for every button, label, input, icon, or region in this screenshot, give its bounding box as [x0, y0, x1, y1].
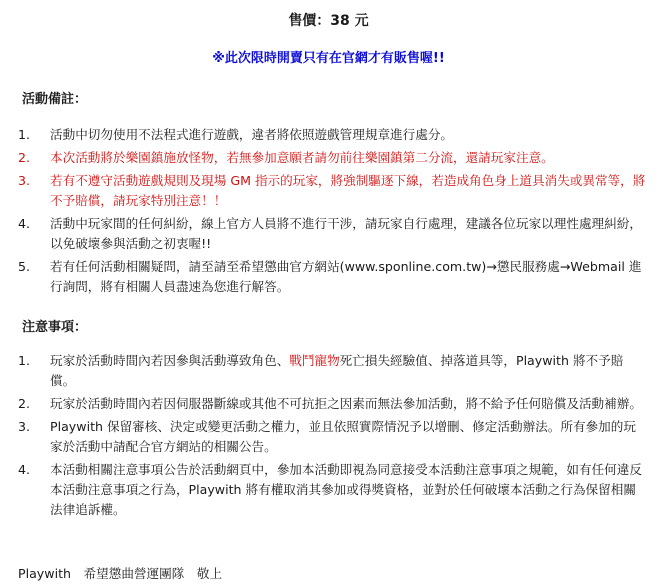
- item-text: Playwith 保留審核、決定或變更活動之權力，並且依照實際情況予以增刪、修定活動辦法。所有參加的玩家於活動中請配合官方網站的相關公告。: [50, 419, 636, 454]
- section-title-event-notes: 活動備註：: [22, 92, 88, 107]
- list-item: [18, 394, 648, 414]
- item-number: 2.: [18, 150, 31, 165]
- list-item: [18, 351, 648, 391]
- list-item: [18, 214, 648, 254]
- precautions-list: [18, 351, 648, 523]
- item-text-highlight: 戰鬥寵物: [289, 353, 340, 368]
- item-number: 4.: [18, 462, 31, 477]
- item-text: 活動中切勿使用不法程式進行遊戲，違者將依照遊戲管理規章進行處分。: [50, 127, 453, 142]
- list-item: [18, 417, 648, 457]
- item-text-pre: 玩家於活動時間內若因參與活動導致角色、: [50, 353, 290, 368]
- list-item: [18, 125, 648, 145]
- list-item: [18, 460, 648, 520]
- event-notes-list: [18, 125, 648, 300]
- item-text: 玩家於活動時間內若因伺服器斷線或其他不可抗拒之因素而無法參加活動，將不給予任何賠償及活動補辦。: [50, 396, 642, 411]
- online-only-notice: ※此次限時開賣只有在官網才有販售喔!!: [212, 51, 445, 66]
- list-item: [18, 148, 648, 168]
- item-text: 本次活動將於樂園鎮施放怪物，若無參加意願者請勿前往樂園鎮第二分流，還請玩家注意。: [50, 150, 554, 165]
- item-text: 活動中玩家間的任何糾紛，線上官方人員將不進行干涉，請玩家自行處理，建議各位玩家以理性處理糾紛，以免破壞參與活動之初衷喔!!: [50, 216, 642, 251]
- list-item: [18, 257, 648, 297]
- item-number: 2.: [18, 396, 31, 411]
- item-number: 4.: [18, 216, 31, 231]
- item-text: 若有任何活動相關疑問，請至請至希望懲曲官方網站(www.sponline.com.tw)→懲民服務處→Webmail 進行詢問，將有相關人員盡速為您進行解答。: [50, 259, 642, 294]
- item-text: 本活動相關注意事項公告於活動網頁中，參加本活動即視為同意接受本活動注意事項之規範，如有任何違反本活動注意事項之行為，Playwith 將有權取消其參加或得獎資格，並對於任何破壞本活動之行為保留相關法律追訴權。: [50, 462, 642, 517]
- signature: Playwith 希望懲曲營運團隊 敬上: [18, 566, 223, 581]
- item-number: 1.: [18, 127, 31, 142]
- item-number: 5.: [18, 259, 31, 274]
- item-text-post: 死亡損失經驗值、掉落道具等，Playwith 將不予賠償。: [50, 353, 624, 388]
- list-item: [18, 171, 648, 211]
- item-number: 3.: [18, 419, 31, 434]
- item-number: 1.: [18, 353, 31, 368]
- section-title-precautions: 注意事項：: [22, 320, 88, 335]
- item-text: 若有不遵守活動遊戲規則及現場 GM 指示的玩家，將強制驅逐下線，若造成角色身上道具消失或異常等，將不予賠償，請玩家特別注意！！: [50, 173, 646, 208]
- item-number: 3.: [18, 173, 31, 188]
- price-line: 售價：38 元: [288, 13, 369, 29]
